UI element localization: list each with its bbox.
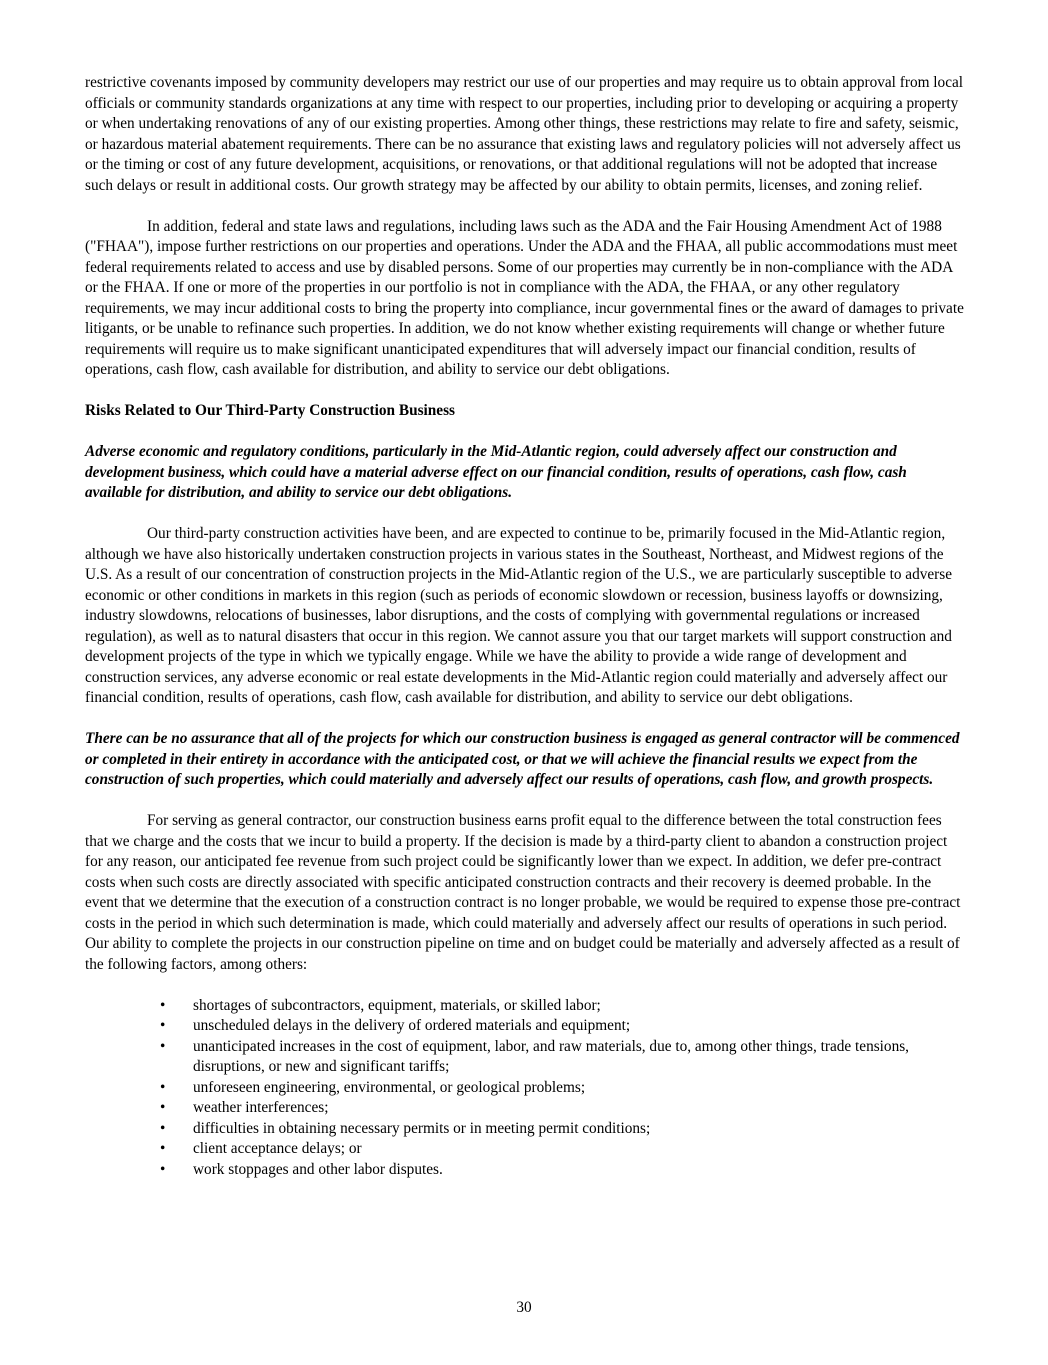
list-item	[160, 1119, 965, 1140]
list-item-text: weather interferences;	[193, 1099, 329, 1116]
list-item	[160, 1037, 965, 1078]
bullet-glyph: •	[160, 1017, 166, 1034]
paragraph-regulatory-restrictions: restrictive covenants imposed by community developers may restrict our use of our properties and may require us to obtain approval from local officials or community standards organizations at any time with respect to our properties, including prior to developing or acquiring a property or when undertaking renovations of any of our existing properties. Among other things, these restrictions may relate to fire and safety, seismic, or hazardous material abatement requirements. There can be no assurance that existing laws and regulatory policies will not adversely affect us or the timing or cost of any future development, acquisitions, or renovations, or that additional regulations will not be adopted that increase such delays or result in additional costs. Our growth strategy may be affected by our ability to obtain permits, licenses, and zoning relief.	[85, 74, 964, 194]
risk-factor-list	[85, 996, 965, 1181]
list-item-text: unscheduled delays in the delivery of ordered materials and equipment;	[193, 1017, 631, 1034]
bullet-glyph: •	[160, 1160, 166, 1178]
bullet-glyph: •	[160, 1037, 166, 1055]
list-item	[160, 996, 965, 1017]
risk-heading-mid-atlantic: Adverse economic and regulatory conditions, particularly in the Mid-Atlantic region, could adversely affect our construction and development business, which could have a material adverse effect on our financial condition, results of operations, cash flow, cash available for distribution, and ability to service our debt obligations.	[85, 443, 907, 501]
list-item-text: difficulties in obtaining necessary permits or in meeting permit conditions;	[193, 1119, 651, 1137]
bullet-glyph: •	[160, 1078, 166, 1096]
list-item-text: work stoppages and other labor disputes.	[193, 1160, 443, 1178]
paragraph-general-contractor: For serving as general contractor, our construction business earns profit equal to the difference between the total construction fees that we charge and the costs that we incur to build a property. If the decision is made by a third-party client to abandon a construction project for any reason, our anticipated fee revenue from such project could be significantly lower than we expect. In addition, we defer pre-contract costs when such costs are directly associated with specific anticipated construction contracts and their recovery is deemed probable. In the event that we determine that the execution of a construction contract is no longer probable, we would be required to expense those pre-contract costs in the period in which such determination is made, which could materially and adversely affect our results of operations in such period. Our ability to complete the projects in our construction pipeline on time and on budget could be materially and adversely affected as a result of the following factors, among others:	[85, 812, 961, 973]
page-number: 30	[516, 1299, 532, 1316]
list-item	[160, 1160, 965, 1181]
list-item-text: unforeseen engineering, environmental, or geological problems;	[193, 1078, 586, 1096]
list-item	[160, 1139, 965, 1160]
bullet-glyph: •	[160, 1140, 166, 1157]
list-item-text: client acceptance delays; or	[193, 1140, 362, 1157]
bullet-glyph: •	[160, 1099, 166, 1116]
list-item	[160, 1078, 965, 1099]
list-item	[160, 1098, 965, 1119]
document-page	[85, 73, 965, 1180]
paragraph-mid-atlantic-concentration: Our third-party construction activities have been, and are expected to continue to be, primarily focused in the Mid-Atlantic region, although we have also historically undertaken construction projects in various states in the Southeast, Northeast, and Midwest regions of the U.S. As a result of our concentration of construction projects in the Mid-Atlantic region of the U.S., we are particularly susceptible to adverse economic or other conditions in markets in this region (such as periods of economic slowdown or recession, business layoffs or downsizing, industry slowdowns, relocations of businesses, labor disruptions, and the costs of complying with governmental regulations or increased regulation), as well as to natural disasters that occur in this region. We cannot assure you that our target markets will support construction and development projects of the type in which we typically engage. While we have the ability to provide a wide range of development and construction services, any adverse economic or real estate developments in the Mid-Atlantic region could materially and adversely affect our financial condition, results of operations, cash flow, cash available for distribution, and ability to service our debt obligations.	[85, 525, 953, 706]
risk-heading-general-contractor: There can be no assurance that all of the projects for which our construction business is engaged as general contractor will be commenced or completed in their entirety in accordance with the anticipated cost, or that we will achieve the financial results we expect from the construction of such properties, which could materially and adversely affect our results of operations, cash flow, and growth prospects.	[85, 730, 960, 788]
bullet-glyph: •	[160, 1119, 166, 1137]
list-item	[160, 1016, 965, 1037]
list-item-text: unanticipated increases in the cost of equipment, labor, and raw materials, due to, among other things, trade tensions, disruptions, or new and significant tariffs;	[193, 1037, 910, 1075]
list-item-text: shortages of subcontractors, equipment, materials, or skilled labor;	[193, 996, 601, 1014]
bullet-glyph: •	[160, 996, 166, 1014]
section-heading: Risks Related to Our Third-Party Construction Business	[85, 402, 455, 419]
paragraph-ada-fhaa: In addition, federal and state laws and regulations, including laws such as the ADA and the Fair Housing Amendment Act of 1988 ("FHAA"), impose further restrictions on our properties and operations. Under the ADA and the FHAA, all public accommodations must meet federal requirements related to access and use by disabled persons. Some of our properties may currently be in non-compliance with the ADA or the FHAA. If one or more of the properties in our portfolio is not in compliance with the ADA, the FHAA, or any other regulatory requirements, we may incur additional costs to bring the property into compliance, incur governmental fines or the award of damages to private litigants, or be unable to refinance such properties. In addition, we do not know whether existing requirements will change or whether future requirements will require us to make significant unanticipated expenditures that will adversely impact our financial condition, results of operations, cash flow, cash available for distribution, and ability to service our debt obligations.	[85, 217, 964, 378]
